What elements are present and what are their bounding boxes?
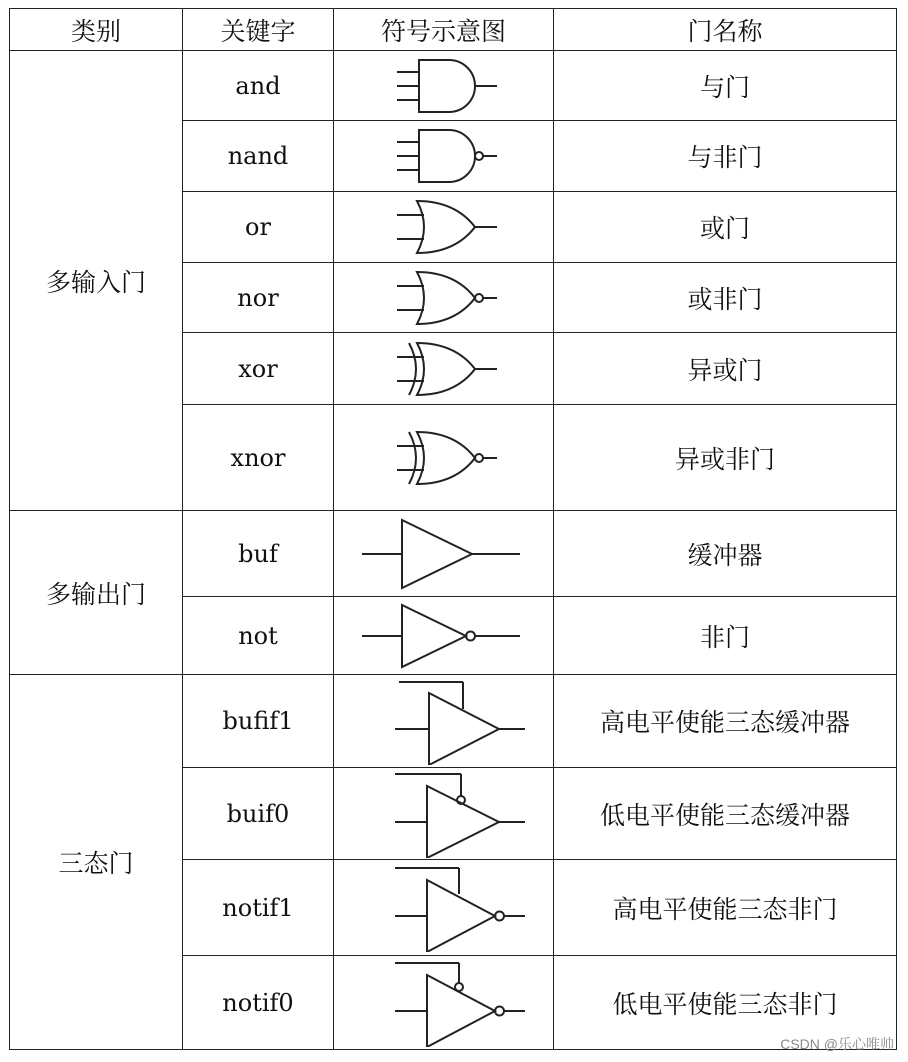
keyword-cell: nand (183, 121, 334, 192)
xor-gate-icon (379, 337, 509, 401)
table-row (10, 675, 897, 768)
gate-name-cell: 低电平使能三态非门 (554, 956, 897, 1050)
tristate-inverter-high-icon (359, 864, 529, 952)
keyword-cell: buif0 (183, 768, 334, 860)
keyword-cell: not (183, 597, 334, 675)
keyword-cell: or (183, 192, 334, 263)
inverter-icon (354, 601, 534, 671)
header-keyword: 关键字 (183, 9, 334, 51)
gate-name-cell: 高电平使能三态缓冲器 (554, 675, 897, 768)
gate-name-cell: 或非门 (554, 263, 897, 333)
keyword-cell: bufif1 (183, 675, 334, 768)
logic-gates-table (9, 8, 897, 1050)
gate-name-cell: 非门 (554, 597, 897, 675)
table-row (10, 511, 897, 597)
gate-name-cell: 低电平使能三态缓冲器 (554, 768, 897, 860)
gate-name-cell: 缓冲器 (554, 511, 897, 597)
category-cell: 三态门 (10, 675, 183, 1050)
gate-name-cell: 或门 (554, 192, 897, 263)
gate-name-cell: 高电平使能三态非门 (554, 860, 897, 956)
gate-name-cell: 异或非门 (554, 405, 897, 511)
keyword-cell: notif0 (183, 956, 334, 1050)
gate-name-cell: 与非门 (554, 121, 897, 192)
header-row (10, 9, 897, 51)
or-gate-icon (379, 195, 509, 259)
gate-name-cell: 异或门 (554, 333, 897, 405)
keyword-cell: nor (183, 263, 334, 333)
tristate-buffer-low-icon (359, 770, 529, 858)
keyword-cell: xnor (183, 405, 334, 511)
watermark: CSDN @乐心唯帅 (780, 1036, 894, 1052)
xnor-gate-icon (379, 426, 509, 490)
header-category: 类别 (10, 9, 183, 51)
header-symbol: 符号示意图 (334, 9, 554, 51)
keyword-cell: xor (183, 333, 334, 405)
gate-name-cell: 与门 (554, 51, 897, 121)
keyword-cell: and (183, 51, 334, 121)
keyword-cell: notif1 (183, 860, 334, 956)
keyword-cell: buf (183, 511, 334, 597)
table-row (10, 51, 897, 121)
nand-gate-icon (379, 124, 509, 188)
tristate-buffer-high-icon (359, 677, 529, 765)
category-cell: 多输出门 (10, 511, 183, 675)
and-gate-icon (379, 54, 509, 118)
header-gate-name: 门名称 (554, 9, 897, 51)
category-cell: 多输入门 (10, 51, 183, 511)
nor-gate-icon (379, 266, 509, 330)
buffer-icon (354, 516, 534, 592)
tristate-inverter-low-icon (359, 959, 529, 1047)
